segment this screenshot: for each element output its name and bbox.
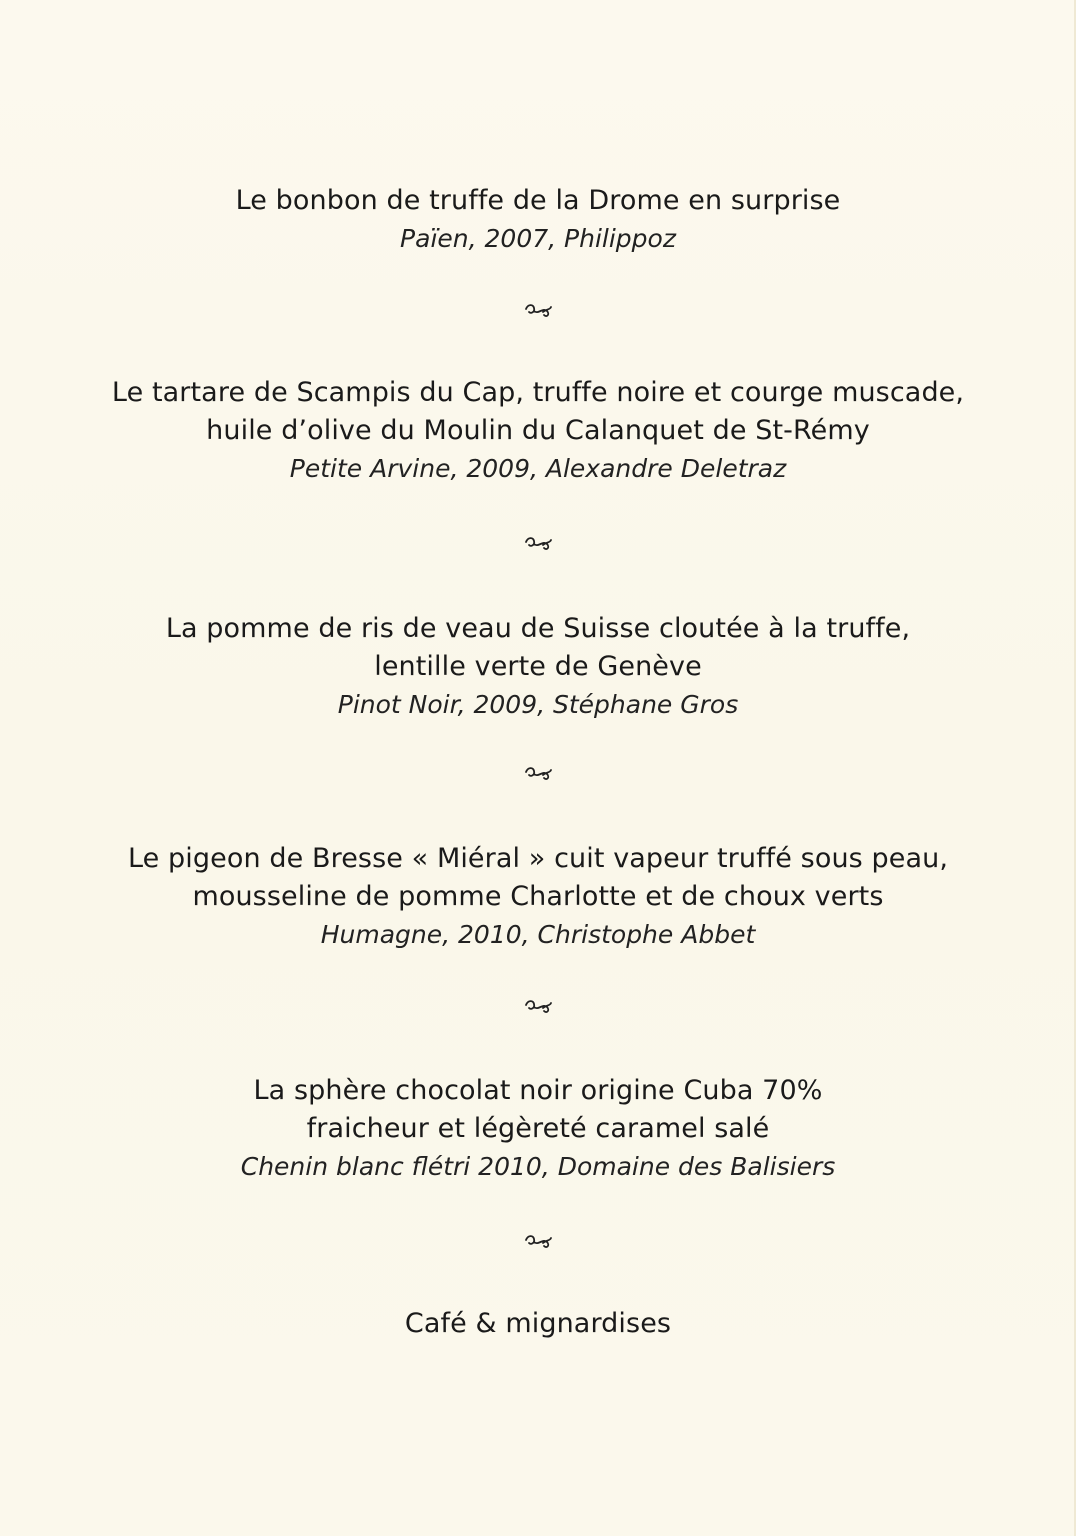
fleuron-icon [0,766,1076,790]
course-3-title-line-1: La pomme de ris de veau de Suisse cloutée à la truffe, [165,613,911,644]
course-4-title-line-1: Le pigeon de Bresse « Miéral » cuit vapeur truffé sous peau, [127,843,949,874]
course-2-title-line-1: Le tartare de Scampis du Cap, truffe noire et courge muscade, [111,377,965,408]
course-3 [0,610,1076,724]
course-6 [0,1305,1076,1343]
course-3-title-line-2: lentille verte de Genève [374,651,702,682]
course-5-title-line-2: fraicheur et légèreté caramel salé [306,1113,770,1144]
course-4-wine: Humagne, 2010, Christophe Abbet [320,920,756,949]
fleuron-icon [0,1234,1076,1258]
course-5 [0,1072,1076,1186]
course-5-wine: Chenin blanc flétri 2010, Domaine des Balisiers [240,1152,836,1181]
course-1 [0,182,1076,258]
course-2-wine: Petite Arvine, 2009, Alexandre Deletraz [289,454,787,483]
course-5-title-line-1: La sphère chocolat noir origine Cuba 70% [253,1075,823,1106]
course-4-title-line-2: mousseline de pomme Charlotte et de choux verts [192,881,884,912]
course-1-wine: Païen, 2007, Philippoz [400,224,676,253]
course-1-title: Le bonbon de truffe de la Drome en surprise [235,185,841,216]
course-2 [0,374,1076,488]
fleuron-icon [0,303,1076,327]
course-2-title-line-2: huile d’olive du Moulin du Calanquet de St-Rémy [206,415,870,446]
course-3-wine: Pinot Noir, 2009, Stéphane Gros [337,690,739,719]
course-6-title: Café & mignardises [404,1308,672,1339]
fleuron-icon [0,999,1076,1023]
course-4 [0,840,1076,954]
fleuron-icon [0,536,1076,560]
